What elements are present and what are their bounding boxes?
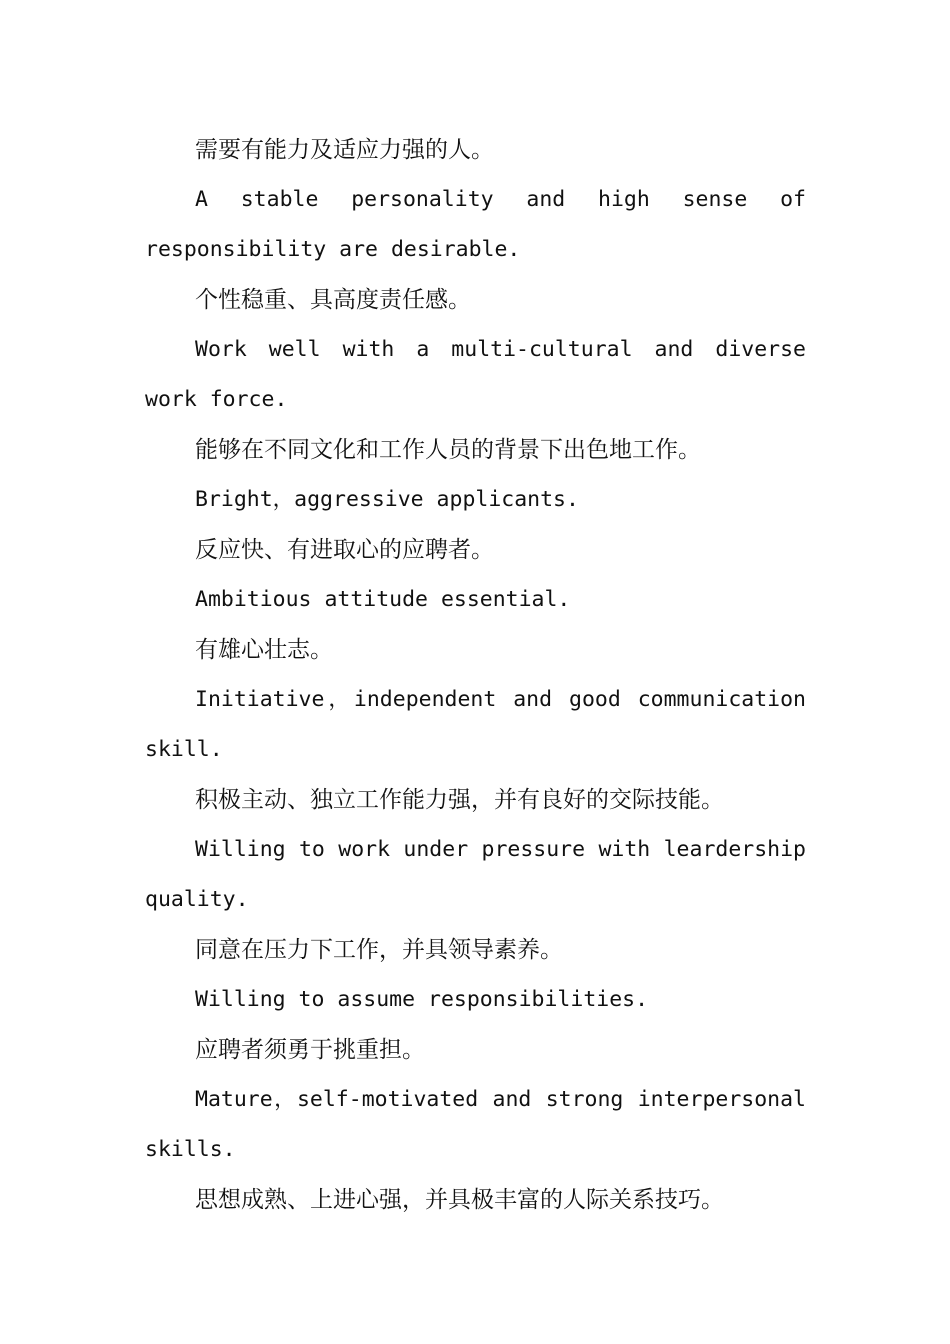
paragraph-cn: 能够在不同文化和工作人员的背景下出色地工作。 (195, 437, 701, 463)
paragraph-cn: 思想成熟、上进心强，并具极丰富的人际关系技巧。 (195, 1187, 724, 1213)
paragraph-en: Willing to assume responsibilities. (195, 987, 649, 1012)
paragraph-cn: 同意在压力下工作，并具领导素养。 (195, 937, 563, 963)
paragraph-en: A stable personality and high sense of responsibility are desirable. (145, 187, 806, 262)
paragraph-cn: 积极主动、独立工作能力强，并有良好的交际技能。 (195, 787, 724, 813)
paragraph-en: Willing to work under pressure with leardership quality. (145, 837, 806, 912)
paragraph-cn: 需要有能力及适应力强的人。 (195, 137, 494, 163)
paragraph-cn: 反应快、有进取心的应聘者。 (195, 537, 494, 563)
paragraph-en: Initiative，independent and good communication skill. (145, 687, 806, 762)
paragraph-cn: 应聘者须勇于挑重担。 (195, 1037, 425, 1063)
paragraph-cn: 有雄心壮志。 (195, 637, 333, 663)
paragraph-cn: 个性稳重、具高度责任感。 (195, 287, 471, 313)
paragraph-en: Mature，self-motivated and strong interpersonal skills. (145, 1087, 806, 1162)
paragraph-en: Ambitious attitude essential. (195, 587, 571, 612)
paragraph-en: Work well with a multi-cultural and diverse work force. (145, 337, 806, 412)
document-body (145, 125, 806, 1225)
paragraph-en: Bright，aggressive applicants. (195, 487, 579, 512)
